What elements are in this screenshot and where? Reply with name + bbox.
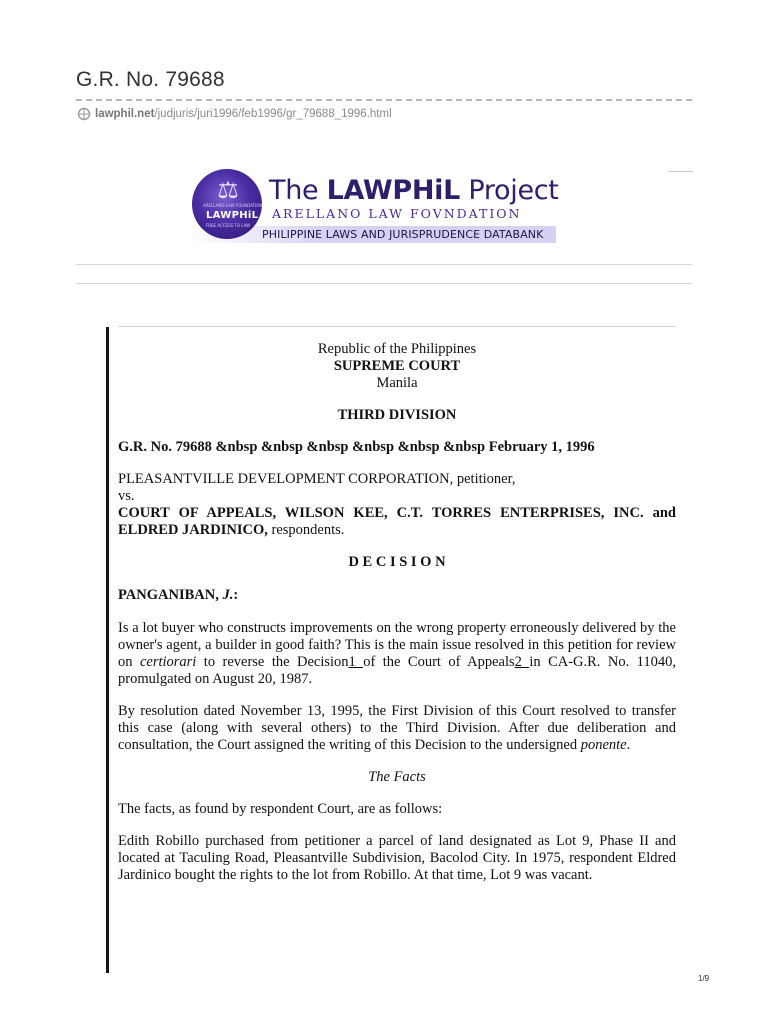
divider xyxy=(118,326,676,327)
seal-motto: FREE ACCESS TO LAW xyxy=(205,223,251,228)
facts-heading: The Facts xyxy=(368,769,426,785)
brand-name: The LAWPHiL Project xyxy=(269,175,559,206)
respondents-line: COURT OF APPEALS, WILSON KEE, C.T. TORRES ENTERPRISES, INC. and ELDRED JARDINICO, respondents. xyxy=(118,505,676,538)
paragraph-1: Is a lot buyer who constructs improvements on the wrong property erroneously delivered by the owner's agent, a builder in good faith? This is the main issue resolved in this petition for review on certiorari to reverse the Decision1 of the Court of Appeals2 in CA-G.R. No. 11040, promulgated on August 20, 1987. xyxy=(118,620,677,687)
petitioner-line: PLEASANTVILLE DEVELOPMENT CORPORATION, petitioner, xyxy=(118,471,516,487)
case-number-line: G.R. No. 79688 &nbsp &nbsp &nbsp &nbsp &nbsp &nbsp February 1, 1996 xyxy=(118,439,595,455)
paragraph-3: The facts, as found by respondent Court, are as follows: xyxy=(118,801,443,817)
page-number: 1/9 xyxy=(698,974,710,983)
seal-text: LAWPHiL xyxy=(206,210,259,221)
division-heading: THIRD DIVISION xyxy=(337,407,457,423)
decision-heading: D E C I S I O N xyxy=(348,554,446,570)
link-icon xyxy=(76,107,92,121)
lawphil-seal-logo xyxy=(192,169,262,239)
url-domain[interactable]: lawphil.net xyxy=(95,108,155,120)
paragraph-2: By resolution dated November 13, 1995, the First Division of this Court resolved to transfer this case (along with several others) to the Third Division. After due deliberation and consultation, the Court assigned the writing of this Decision to the undersigned ponente. xyxy=(118,703,676,753)
url-path[interactable]: /judjuris/juri1996/feb1996/gr_79688_1996.html xyxy=(154,108,392,120)
paragraph-4: Edith Robillo purchased from petitioner a parcel of land designated as Lot 9, Phase II and located at Taculing Road, Pleasantville Subdivision, Bacolod City. In 1975, respondent Eldred Jardinico bought the rights to the lot from Robillo. At that time, Lot 9 was vacant. xyxy=(118,833,676,883)
court-name: SUPREME COURT xyxy=(333,358,461,374)
page-title: G.R. No. 79688 xyxy=(76,68,225,91)
databank-label: PHILIPPINE LAWS AND JURISPRUDENCE DATABANK xyxy=(262,228,544,241)
source-url[interactable] xyxy=(76,106,392,122)
versus-line: vs. xyxy=(118,488,135,504)
decorative-stub-line xyxy=(668,171,693,172)
divider xyxy=(76,264,692,265)
document-left-bar xyxy=(106,327,109,973)
seal-arc-text: ARELLANO LAW FOUNDATION xyxy=(203,203,263,208)
ponente-line: PANGANIBAN, J.: xyxy=(118,587,239,603)
decision-document xyxy=(118,341,676,884)
title-divider xyxy=(76,99,692,101)
republic-line: Republic of the Philippines xyxy=(317,341,477,357)
court-city: Manila xyxy=(376,375,418,391)
footnote-1-link[interactable]: 1 xyxy=(348,654,364,670)
footnote-2-link[interactable]: 2 xyxy=(514,654,530,670)
scales-of-justice-icon: ⚖ xyxy=(217,176,239,204)
lawphil-banner[interactable] xyxy=(188,166,559,244)
foundation-name: ARELLANO LAW FOVNDATION xyxy=(272,206,522,221)
divider xyxy=(76,283,692,284)
